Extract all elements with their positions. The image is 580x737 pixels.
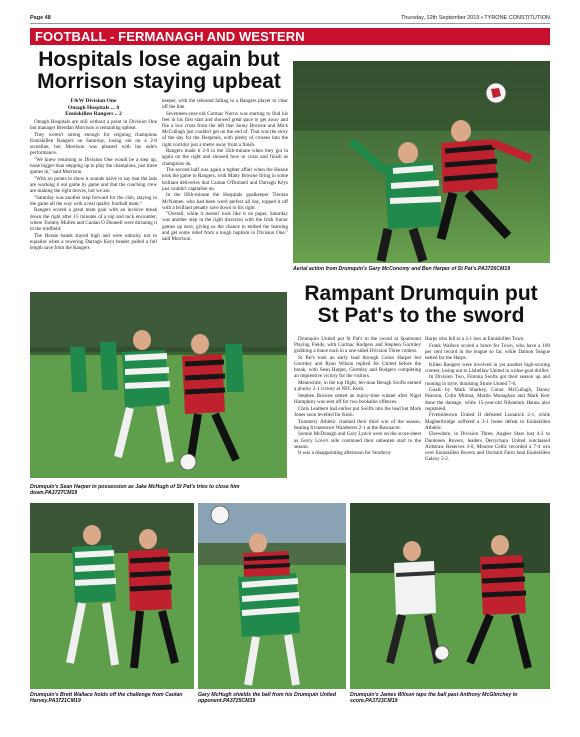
article2-para: Elsewhere, in Division Three, Augher Stars lost 4-3 to Dunbreen Rovers, leaders Derrychara United outclassed Ardstraw Reserves 3-0, Mourne Celtic recorded a 7-4 win over Enniskillen Rovers and Orchard Farm beat Enniskillen Galaxy 5-2. bbox=[425, 431, 550, 462]
article1-headline: Hospitals lose again but Morrison staying upbeat bbox=[37, 48, 281, 93]
article2-para: Drumquin United put St Pat's to the sword at Spamount Playing Fields, with Cormac Rodgers and Stephen Gormley grabbing a brace each in a one-sided Division Three contest. bbox=[294, 336, 421, 355]
photo-gary-mchugh bbox=[198, 503, 346, 689]
article1-col1 bbox=[30, 98, 157, 252]
article1-para: Seventeen-year-old Cormac Norris was starting to find his feet in his first start and showed great pace to get away and fire a low cross from the left that Jonny Browne and Mick McCullagh just couldn't get on the end of. That was the story of the day for the Hospitals, with plenty of crosses into the right corridor just a metre away from a finish. bbox=[162, 110, 288, 148]
page-number: Page 48 bbox=[30, 15, 51, 21]
article1-subheading-3: Enniskillen Rangers .. 2 bbox=[65, 111, 122, 118]
article1-para: "With no points to show it sounds naive to say that the lads are working it out game by game and that the coaching crew are making the right moves, but we are. bbox=[30, 175, 157, 194]
page-header bbox=[30, 14, 550, 24]
article2-para: Harps who fell to a 2-1 loss at Enniskillen Town. bbox=[425, 336, 525, 342]
article1-para: The Hossie heads stayed high and were unlucky not to equalise when a towering Darragh Keys header pulled a full length save from the Rangers bbox=[30, 232, 157, 251]
article1-para: Rangers scored a great team goal with an incisive break down the right after 15 minutes of a nip and tuck encounter, where Tommy Mullen and Caolan O Donnell were dictating it in the midfield. bbox=[30, 207, 157, 232]
article2-para: Sonnie McDonagh and Gary Lynch were on the score-sheet as Gerry Love's side continued their unbeaten start to the season. bbox=[294, 431, 421, 450]
article2-para: Frank Wallace scored a brace for Town, who have a 100 per cent record in the league so far, while Damon Teague netted for the Harps. bbox=[425, 342, 550, 361]
photo-brett-wallace bbox=[30, 503, 194, 689]
football-photo-image bbox=[293, 61, 550, 263]
photo-aerial-action bbox=[293, 61, 550, 263]
football-photo-image bbox=[30, 292, 287, 478]
article2-col2 bbox=[425, 336, 550, 463]
article2-para: Goals by Mark Sharkey, Conor McCullagh, Danny Pearson, Colin Mimna, Martin Monaghan and Mark Kerr done the damage, while 15-year-old Niboelum Hanna also registered. bbox=[425, 387, 550, 412]
article1-subheading-1: F&W Division One bbox=[70, 98, 117, 104]
article2-para: Fivemiletown United II defeated Lisnarick 2-1, while Magheribridge suffered a 3-1 home defeat to Enniskillen Athletic. bbox=[425, 412, 550, 431]
header-date: Thursday, 12th September 2019 • TYRONE CONSTITUTION bbox=[400, 15, 550, 21]
article1-subheading-2: Omagh Hospitals ... 0 bbox=[67, 104, 120, 111]
article2-para: It was a disappointing afternoon for Strathroy bbox=[298, 450, 392, 457]
photo-caption-sean-harper: Drumquin's Sean Harper in possession as Jake McHugh of St Pat's tries to close him down.PA3727CM19 bbox=[30, 484, 240, 497]
photo-caption-gary-mchugh: Gary McHugh shields the ball from his Drumquin United opponent.PA3725CM19 bbox=[198, 692, 337, 705]
article1-para: "Saturday was another step forward for the club, staying in the game all the way with a real quality football team." bbox=[30, 194, 157, 207]
photo-caption-brett-wallace: Drumquin's Brett Wallace holds off the challenge from Caolan Harvey.PA3721CM19 bbox=[30, 692, 183, 705]
article1-para: "Overall, while it doesn't look like it on paper, Saturday was another step in the right direction with the Irish Junior games up next, giving us the chance to embed the learning and get some relief from a tough baptism in Division One," said Morrison. bbox=[162, 211, 288, 242]
article1-para: They weren't strong enough for reigning champions Enniskillen Rangers on Saturday, losing out on a 2-0 scoreline, but Morrison was pleased with his side's performance. bbox=[30, 131, 157, 157]
football-photo-image bbox=[30, 503, 194, 689]
article2-para: Meanwhile, in the top flight, ten-man Beragh Swifts earned a plucky 2-1 victory at NFC Kesh. bbox=[294, 380, 421, 393]
article2-para: In Division Two, Fintona Swifts got their season up and running in style, thrashing Strule United 7-0. bbox=[425, 374, 550, 387]
photo-james-wilson bbox=[350, 503, 550, 689]
photo-sean-harper bbox=[30, 292, 287, 478]
article1-para: In the 85th-minute the Hospitals goalkeeper Tiernan McNamee, who had been word perfect all day, topped it off with a brilliant penalty save down to his right. bbox=[162, 192, 288, 211]
photo-caption-aerial: Aerial action from Drumquin's Gary McConomy and Ben Harper of St Pat's.PA3726CM19 bbox=[293, 266, 511, 272]
article1-col2 bbox=[162, 98, 288, 243]
football-photo-image bbox=[198, 503, 346, 689]
article1-para: The second half was again a tighter affair when the Hossie took the game to Rangers, with Matty Browne firing in some brilliant deliveries that Caolan O'Donnell and Darragh Keys just couldn't capitalise on. bbox=[162, 167, 288, 192]
article2-para: Chris Leathem had earlier put Swifts into the lead but Mark Jones soon levelled for Kesh. bbox=[294, 405, 421, 418]
article1-para: keeper, with the rebound falling to a Rangers player to clear off the line. bbox=[162, 98, 288, 111]
photo-caption-james-wilson: Drumquin's James Wilson taps the ball past Anthony McGlinchey to score.PA3723CM19 bbox=[350, 692, 518, 705]
article1-para: "We knew returning to Division One would be a step up, none bigger than stepping up to play the champions, just three games in," said Morrison. bbox=[30, 156, 157, 176]
football-photo-image bbox=[350, 503, 550, 689]
article2-para: Stephen Browne netted an injury-time winner after Nigel Humphrey was sent off for two bookable offences. bbox=[294, 392, 421, 406]
article1-para: Rangers made it 2-0 in the 35th-minute when they got in again on the right and showed how to cross and finish as champions do. bbox=[162, 148, 288, 167]
article2-para: St Pat's took an early lead through Conor Harper but Gormley and Ryan Wilson replied for United before the break, with Sean Harper, Gormley and Rodgers completing an impressive victory for the visitors. bbox=[294, 354, 421, 380]
article2-col1 bbox=[294, 336, 421, 457]
section-banner: FOOTBALL - FERMANAGH AND WESTERN bbox=[30, 28, 550, 45]
article1-para: Omagh Hospitals are still without a point in Division One but manager Brendan Morrison is remaining upbeat. bbox=[30, 118, 157, 131]
article2-headline: Rampant Drumquin put St Pat's to the sword bbox=[304, 282, 538, 327]
article2-para: Tummery Athletic claimed their third win of the season, beating Irvinestown Wanderers 2-1 at the Bawnacre. bbox=[294, 418, 421, 431]
article2-para: Killen Rangers were involved in yet another high-scoring contest, losing out to Lisbellaw United in a nine-goal thriller. bbox=[425, 361, 550, 374]
